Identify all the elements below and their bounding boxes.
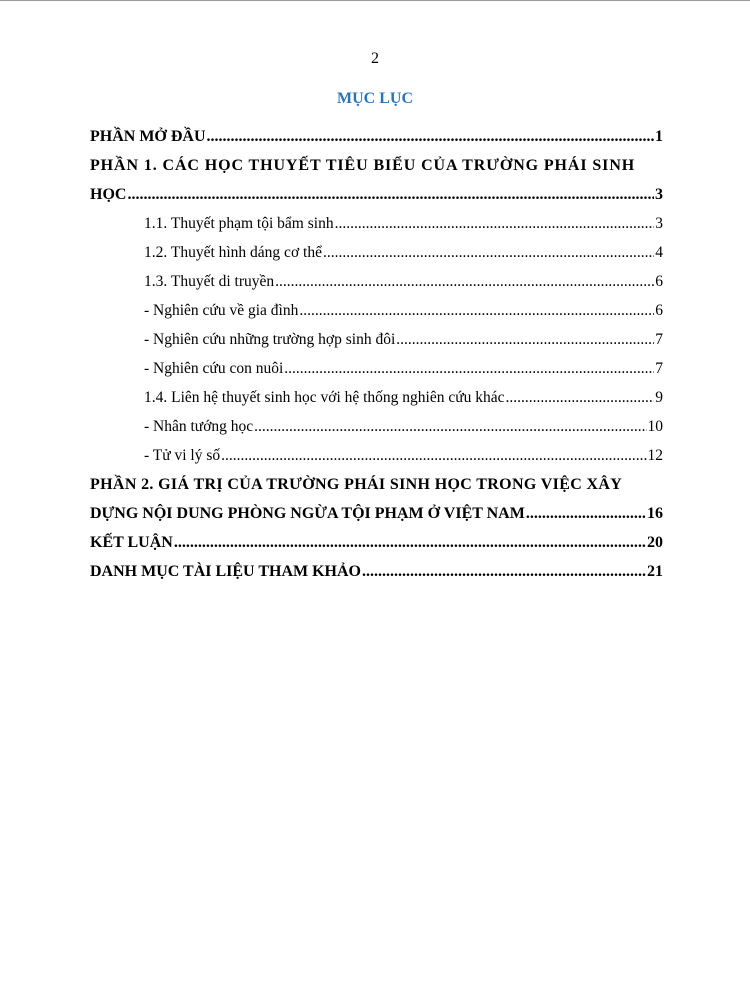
toc-entry-text: HỌC	[90, 186, 127, 203]
toc-entry-text: KẾT LUẬN	[90, 534, 173, 551]
toc-entry-text: PHẦN MỞ ĐẦU	[90, 128, 206, 145]
toc-entry-phan-2-line2[interactable]	[90, 494, 663, 523]
toc-entry-1-4[interactable]	[90, 378, 663, 407]
toc-entry-phan-1-line2[interactable]	[90, 175, 663, 204]
toc-entry-page: 7	[655, 360, 663, 377]
toc-entry-tu-vi-ly-so[interactable]	[90, 436, 663, 465]
toc-entry-page: 16	[647, 505, 663, 522]
toc-entry-text: PHẦN 1. CÁC HỌC THUYẾT TIÊU BIỂU CỦA TRƯỜNG PHÁI SINH	[90, 157, 636, 174]
toc-entry-phan-1-line1[interactable]	[90, 146, 663, 175]
toc-title: MỤC LỤC	[337, 90, 413, 107]
dot-leader	[362, 563, 646, 581]
toc-entry-page: 6	[655, 302, 663, 319]
toc-entry-text: PHẦN 2. GIÁ TRỊ CỦA TRƯỜNG PHÁI SINH HỌC TRONG VIỆC XÂY	[90, 476, 623, 493]
dot-leader	[323, 244, 654, 262]
dot-leader	[221, 447, 646, 465]
dot-leader	[207, 128, 654, 146]
toc-entry-text: 1.3. Thuyết di truyền	[144, 273, 275, 290]
toc-entry-1-3[interactable]	[90, 262, 663, 291]
toc-entry-page: 6	[655, 273, 663, 290]
dot-leader	[299, 302, 654, 320]
toc-entry-nhan-tuong-hoc[interactable]	[90, 407, 663, 436]
toc-entry-gia-dinh[interactable]	[90, 291, 663, 320]
toc-entry-page: 4	[655, 244, 663, 261]
toc-entry-con-nuoi[interactable]	[90, 349, 663, 378]
toc-entry-page: 9	[655, 389, 663, 406]
dot-leader	[506, 389, 655, 407]
toc-entry-text: - Nhân tướng học	[144, 418, 254, 435]
page-number: 2	[371, 50, 379, 67]
toc-entry-text: - Nghiên cứu con nuôi	[144, 360, 284, 377]
dot-leader	[254, 418, 646, 436]
toc-entry-text: - Nghiên cứu những trường hợp sinh đôi	[144, 331, 396, 348]
toc-entry-page: 10	[647, 418, 663, 435]
toc-entry-phan-mo-dau[interactable]	[90, 117, 663, 146]
toc-entry-ket-luan[interactable]	[90, 523, 663, 552]
dot-leader	[526, 505, 646, 523]
toc-entry-page: 12	[647, 447, 663, 464]
toc-entry-text: 1.4. Liên hệ thuyết sinh học với hệ thống nghiên cứu khác	[144, 389, 505, 406]
toc-entry-text: DỰNG NỘI DUNG PHÒNG NGỪA TỘI PHẠM Ở VIỆT NAM	[90, 505, 525, 522]
dot-leader	[284, 360, 654, 378]
toc-entry-page: 21	[647, 563, 663, 580]
page-top-border	[0, 0, 750, 1]
toc-entry-text: DANH MỤC TÀI LIỆU THAM KHẢO	[90, 563, 361, 580]
dot-leader	[335, 215, 655, 233]
dot-leader	[275, 273, 654, 291]
toc-entry-page: 3	[655, 215, 663, 232]
dot-leader	[396, 331, 654, 349]
toc-entry-1-2[interactable]	[90, 233, 663, 262]
dot-leader	[174, 534, 646, 552]
toc-entry-1-1[interactable]	[90, 204, 663, 233]
toc-entry-text: 1.2. Thuyết hình dáng cơ thể	[144, 244, 322, 261]
toc-entry-tai-lieu-tham-khao[interactable]	[90, 552, 663, 581]
table-of-contents	[90, 117, 663, 581]
toc-entry-text: - Nghiên cứu về gia đình	[144, 302, 299, 319]
toc-entry-text: - Tử vi lý số	[144, 447, 221, 464]
toc-entry-text: 1.1. Thuyết phạm tội bẩm sinh	[144, 215, 334, 232]
toc-entry-page: 1	[655, 128, 663, 145]
toc-entry-page: 20	[647, 534, 663, 551]
toc-entry-page: 7	[655, 331, 663, 348]
dot-leader	[127, 186, 654, 204]
toc-entry-sinh-doi[interactable]	[90, 320, 663, 349]
toc-entry-page: 3	[655, 186, 663, 203]
toc-entry-phan-2-line1[interactable]	[90, 465, 663, 494]
